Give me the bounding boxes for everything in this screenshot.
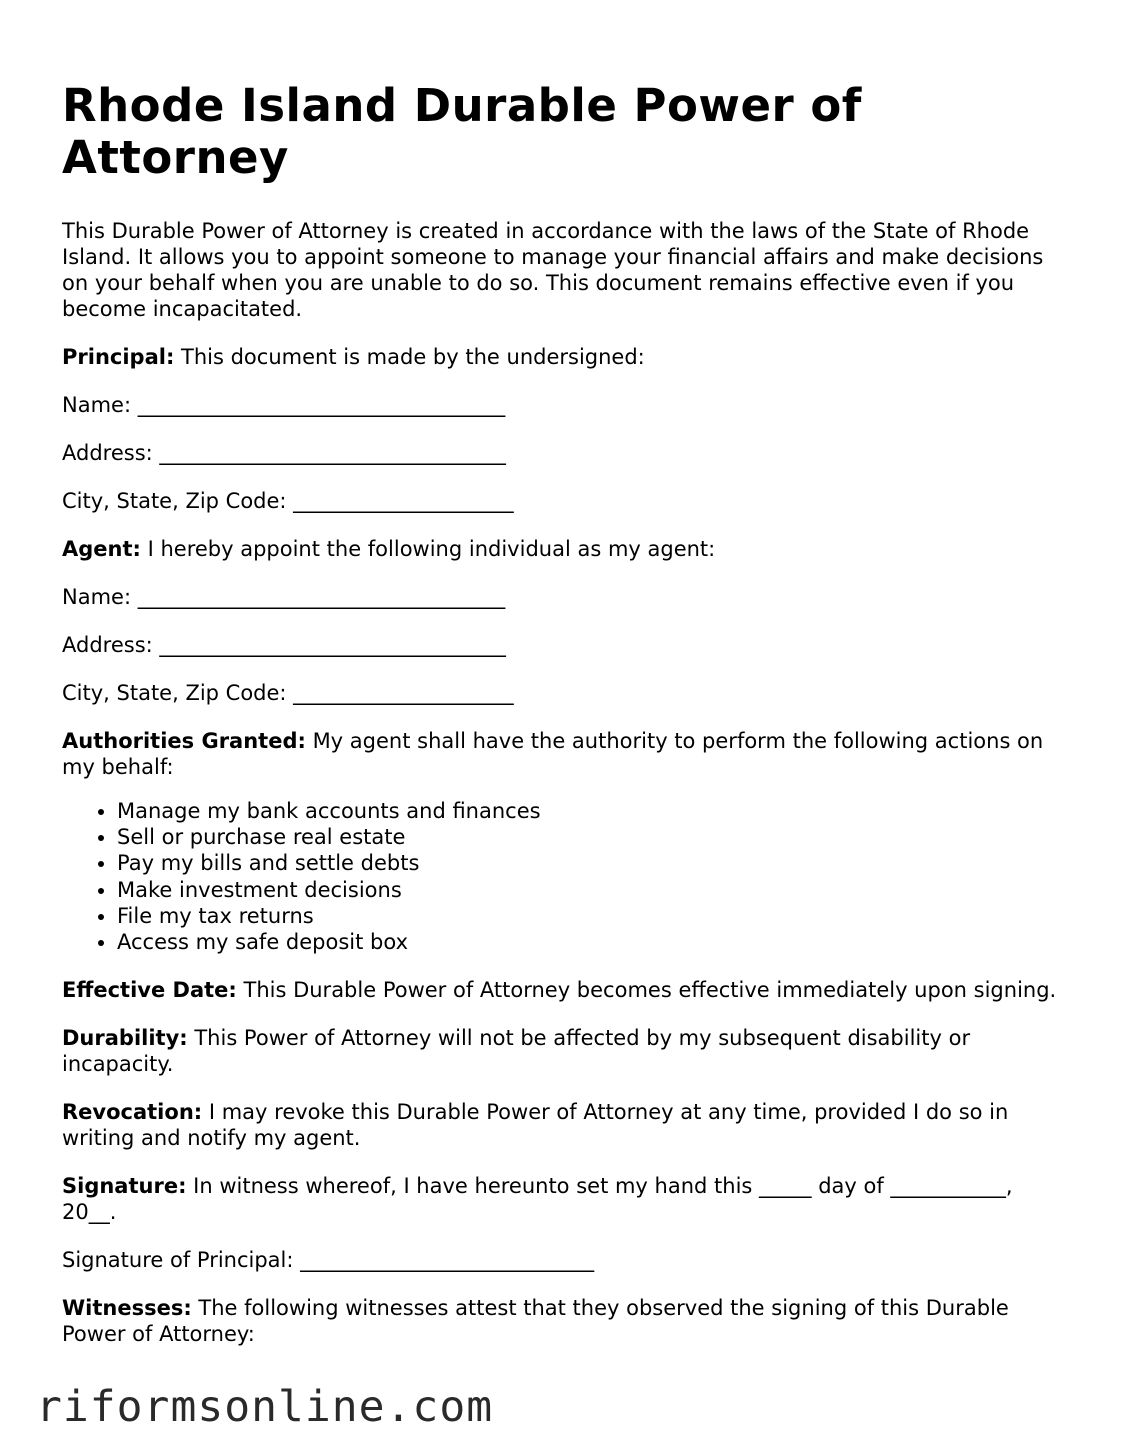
revocation-text: I may revoke this Durable Power of Attorney at any time, provided I do so in writing and notify my agent. — [62, 1100, 1009, 1151]
principal-text: This document is made by the undersigned: — [174, 345, 645, 369]
effective-date-section — [62, 977, 1062, 1003]
witnesses-heading: Witnesses: — [62, 1296, 192, 1321]
principal-heading: Principal: — [62, 345, 175, 369]
signature-heading: Signature: — [62, 1174, 187, 1199]
principal-section — [62, 344, 1062, 370]
list-item: • Access my safe deposit box — [117, 929, 1062, 955]
witnesses-section — [62, 1295, 1062, 1347]
agent-text: I hereby appoint the following individual as my agent: — [140, 537, 716, 561]
signature-section[interactable] — [62, 1173, 1062, 1225]
list-item: • Manage my bank accounts and finances — [117, 798, 1062, 824]
durability-text: This Power of Attorney will not be affected by my subsequent disability or incapacity. — [62, 1026, 971, 1077]
intro-paragraph: This Durable Power of Attorney is created in accordance with the laws of the State of Rhode Island. It allows you to appoint someone to manage your financial affairs and make decisions on your behalf when you are unable to do so. This document remains effective even if you become incapacitated. — [62, 219, 1044, 321]
principal-name-field[interactable]: Name: ___________________________________ — [62, 393, 506, 417]
agent-address-field[interactable]: Address: _________________________________ — [62, 633, 506, 657]
authorities-list — [62, 798, 1062, 955]
list-item: • Pay my bills and settle debts — [117, 850, 1062, 876]
list-item: • File my tax returns — [117, 903, 1062, 929]
agent-section — [62, 536, 1062, 562]
list-item: • Sell or purchase real estate — [117, 824, 1062, 850]
agent-name-field[interactable]: Name: ___________________________________ — [62, 585, 506, 609]
principal-city-field[interactable]: City, State, Zip Code: _____________________ — [62, 489, 514, 513]
durability-section — [62, 1025, 1062, 1077]
effective-date-heading: Effective Date: — [62, 978, 237, 1003]
effective-date-text: This Durable Power of Attorney becomes effective immediately upon signing. — [236, 978, 1057, 1003]
witnesses-text: The following witnesses attest that they observed the signing of this Durable Power of Attorney: — [62, 1296, 1009, 1347]
agent-city-field[interactable]: City, State, Zip Code: _____________________ — [62, 681, 514, 705]
signature-text: In witness whereof, I have hereunto set my hand this _____ day of ___________, 20__. — [62, 1174, 1013, 1225]
agent-heading: Agent: — [62, 537, 141, 561]
authorities-heading: Authorities Granted: — [62, 729, 306, 753]
document-page — [62, 80, 1062, 1369]
authorities-text: My agent shall have the authority to perform the following actions on my behalf: — [62, 729, 1044, 779]
durability-heading: Durability: — [62, 1026, 188, 1051]
authorities-section — [62, 728, 1062, 780]
principal-signature-field[interactable]: Signature of Principal: ____________________________ — [62, 1248, 595, 1273]
principal-address-field[interactable]: Address: _________________________________ — [62, 441, 506, 465]
site-watermark: riformsonline.com — [36, 1382, 494, 1432]
page-title: Rhode Island Durable Power of Attorney — [62, 79, 862, 184]
list-item: • Make investment decisions — [117, 877, 1062, 903]
revocation-section — [62, 1099, 1062, 1151]
revocation-heading: Revocation: — [62, 1100, 203, 1125]
